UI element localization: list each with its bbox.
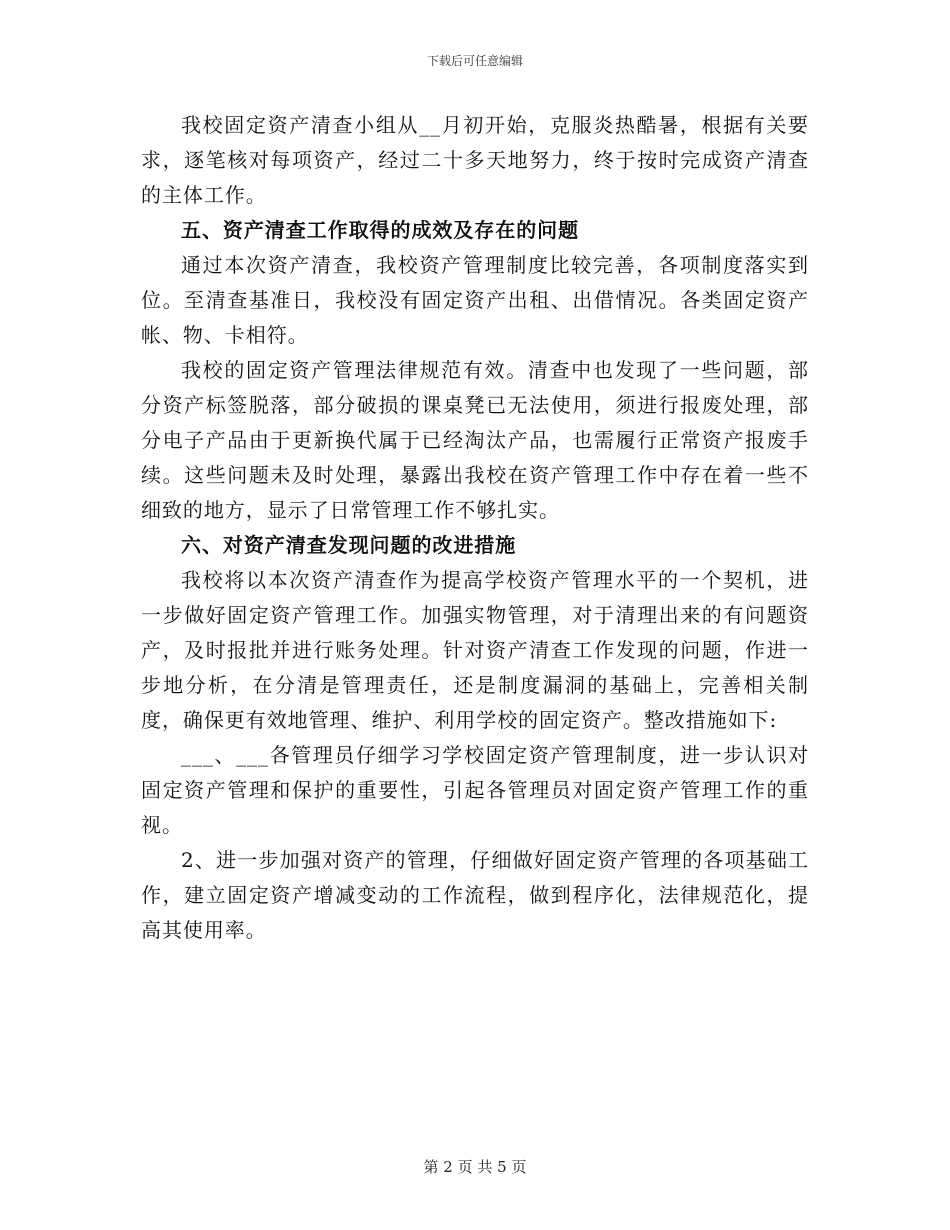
page-number: 第 2 页 共 5 页 [423,1158,527,1176]
page-header: 下载后可任意编辑 [426,54,523,68]
paragraph-asset-check-start: 我校固定资产清查小组从__月初开始，克服炎热酷暑，根据有关要求，逐笔核对每项资产，经过二十多天地努力，终于按时完成资产清查的主体工作。 [141,113,809,207]
paragraph-measure-1: ___、___各管理员仔细学习学校固定资产管理制度，进一步认识对固定资产管理和保护的重要性，引起各管理员对固定资产管理工作的重视。 [141,743,809,837]
paragraph-improvement: 我校将以本次资产清查作为提高学校资产管理水平的一个契机，进一步做好固定资产管理工作。加强实物管理，对于清理出来的有问题资产，及时报批并进行账务处理。针对资产清查工作发现的问题，作进一步地分析，在分清是管理责任，还是制度漏洞的基础上，完善相关制度，确保更有效地管理、维护、利用学校的固定资产。整改措施如下: [141,568,809,732]
section-heading-5: 五、资产清查工作取得的成效及存在的问题 [181,218,580,242]
document-body [141,108,809,948]
paragraph-measure-2: 2、进一步加强对资产的管理，仔细做好固定资产管理的各项基础工作，建立固定资产增减变动的工作流程，做到程序化，法律规范化，提高其使用率。 [141,848,809,942]
paragraph-problems: 我校的固定资产管理法律规范有效。清查中也发现了一些问题，部分资产标签脱落，部分破损的课桌凳已无法使用，须进行报废处理，部分电子产品由于更新换代属于已经淘汰产品，也需履行正常资产报废手续。这些问题未及时处理，暴露出我校在资产管理工作中存在着一些不细致的地方，显示了日常管理工作不够扎实。 [141,358,809,522]
section-heading-6: 六、对资产清查发现问题的改进措施 [181,533,517,557]
paragraph-results: 通过本次资产清查，我校资产管理制度比较完善，各项制度落实到位。至清查基准日，我校没有固定资产出租、出借情况。各类固定资产帐、物、卡相符。 [141,253,809,347]
